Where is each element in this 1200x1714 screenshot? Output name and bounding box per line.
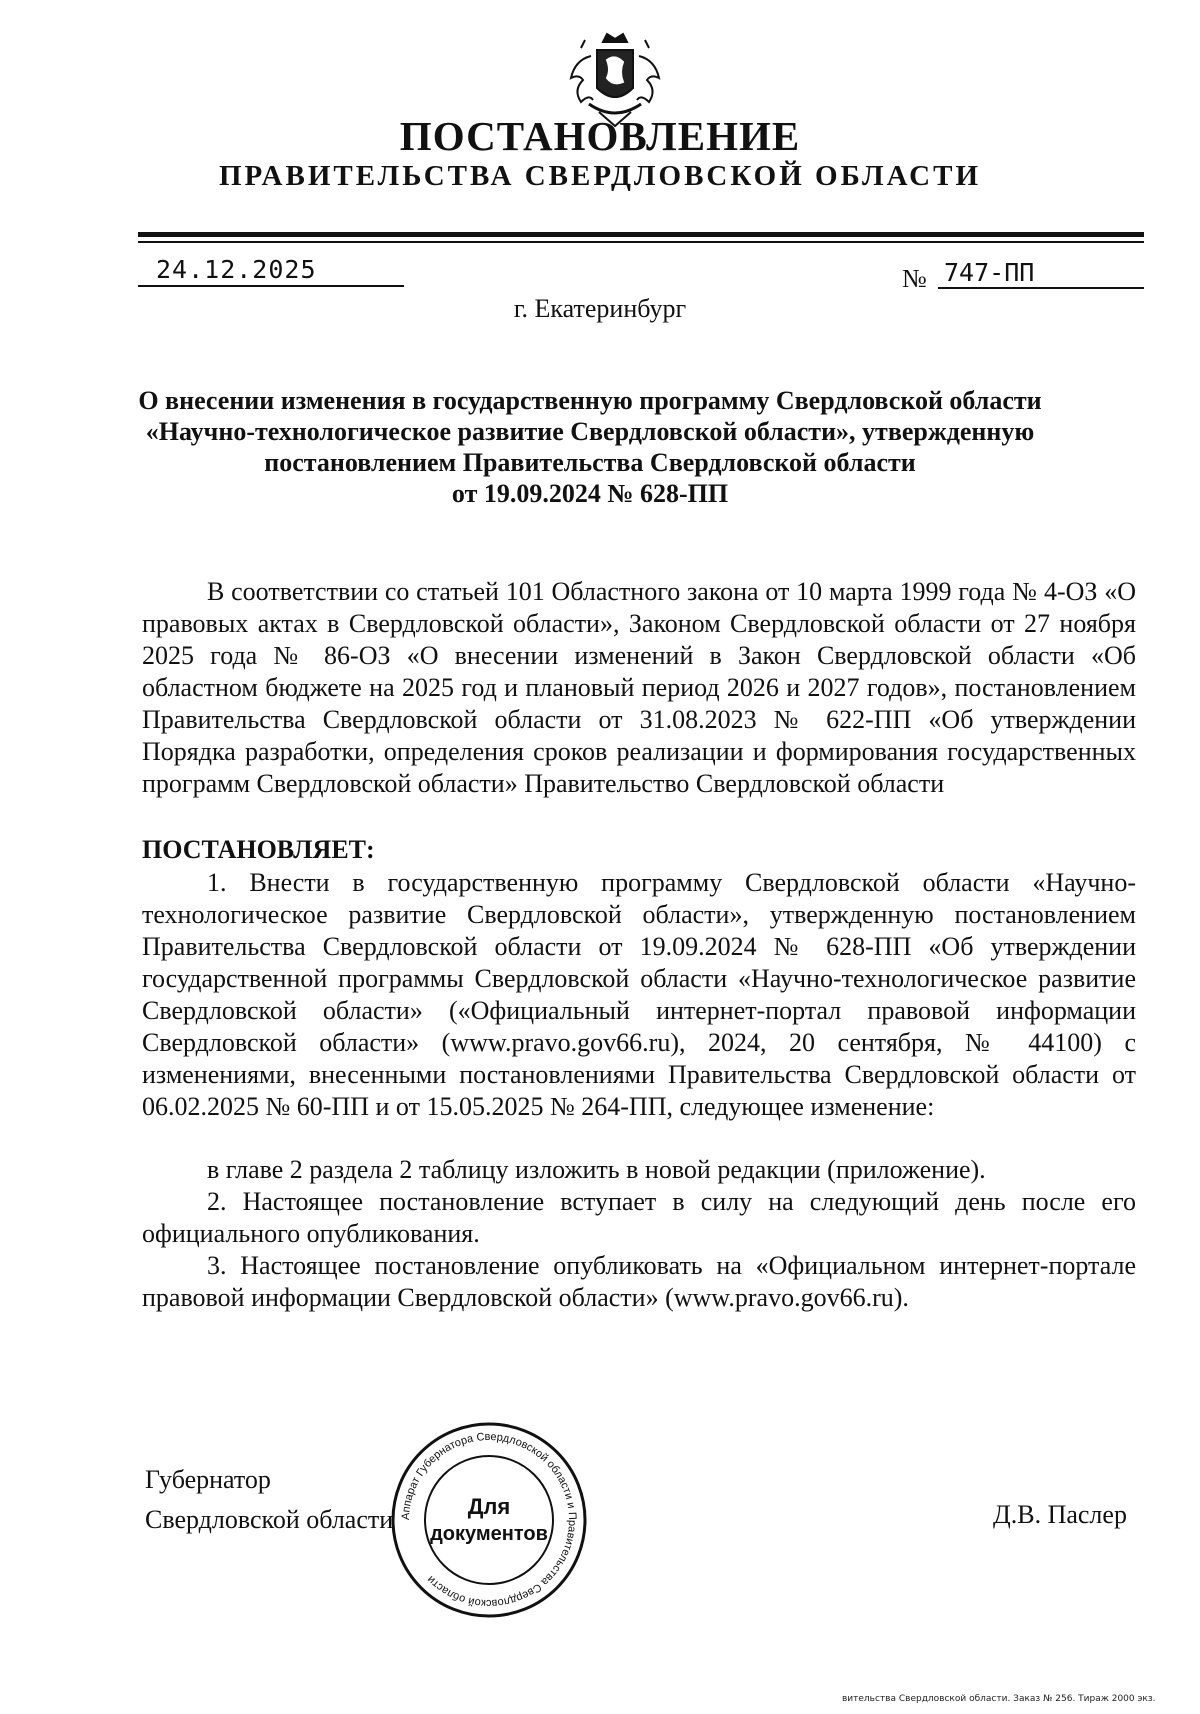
official-stamp [389, 1420, 589, 1620]
subject-line: О внесении изменения в государственную программу Свердловской области [138, 386, 1042, 415]
subject-line: постановлением Правительства Свердловской области [264, 448, 916, 477]
decree-item-1: 1. Внести в государственную программу Свердловской области «Научно-технологическое развитие Свердловской области», утвержденную постановлением Правительства Свердловской области от 19.09.2024 № 628-ПП «Об утверждении государственной программы Свердловской области «Научно-технологическое развитие Свердловской области» («Официальный интернет-портал правовой информации Свердловской области» (www.pravo.gov66.ru), 2024, 20 сентября, № 44100) с изменениями, внесенными постановлениями Правительства Свердловской области от 06.02.2025 № 60-ПП и от 15.05.2025 № 264-ПП, следующее изменение: [142, 868, 1136, 1121]
issuer-title: ПРАВИТЕЛЬСТВА СВЕРДЛОВСКОЙ ОБЛАСТИ [218, 160, 982, 192]
number-prefix: № [902, 264, 927, 293]
signatory-name: Д.В. Паслер [993, 1500, 1127, 1529]
document-subject [120, 385, 1060, 509]
document-city: г. Екатеринбург [513, 294, 687, 323]
print-footer-note: вительства Свердловской области. Заказ № 256. Тираж 2000 экз. [842, 1694, 1156, 1704]
header-divider-thick [138, 232, 1144, 237]
signatory-title-line: Губернатор [145, 1465, 271, 1494]
decree-heading: ПОСТАНОВЛЯЕТ: [142, 835, 375, 864]
document-number: 747-ПП [944, 258, 1035, 287]
decree-item-3: 3. Настоящее постановление опубликовать на «Официальном интернет-портале правовой информации Свердловской области» (www.pravo.gov66.ru). [142, 1251, 1136, 1312]
document-date: 24.12.2025 [156, 255, 317, 284]
preamble-paragraph: В соответствии со статьей 101 Областного закона от 10 марта 1999 года № 4-ОЗ «О правовых актах в Свердловской области», Законом Свердловской области от 27 ноября 2025 года № 86-ОЗ «О внесении изменений в Закон Свердловской области «Об областном бюджете на 2025 год и плановый период 2026 и 2027 годов», постановлением Правительства Свердловской области от 31.08.2023 № 622-ПП «Об утверждении Порядка разработки, определения сроков реализации и формирования государственных программ Свердловской области» Правительство Свердловской области [142, 577, 1136, 798]
number-underline [938, 287, 1144, 289]
stamp-center-line: документов [430, 1523, 548, 1545]
decree-item-2: 2. Настоящее постановление вступает в силу на следующий день после его официального опубликования. [142, 1187, 1136, 1248]
date-underline [138, 285, 404, 287]
stamp-ring-text: Аппарат Губернатора Свердловской области и Правительства Свердловской области [399, 1430, 579, 1610]
decree-item-1-sub: в главе 2 раздела 2 таблицу изложить в новой редакции (приложение). [207, 1155, 986, 1184]
signatory-title [145, 1460, 393, 1540]
subject-line: от 19.09.2024 № 628-ПП [451, 479, 729, 508]
subject-line: «Научно-технологическое развитие Свердловской области», утвержденную [145, 417, 1035, 446]
signatory-title-line: Свердловской области [145, 1505, 394, 1534]
document-type-title: ПОСТАНОВЛЕНИЕ [399, 113, 801, 159]
stamp-center-line: Для [467, 1494, 511, 1519]
header-divider-thin [138, 241, 1144, 243]
